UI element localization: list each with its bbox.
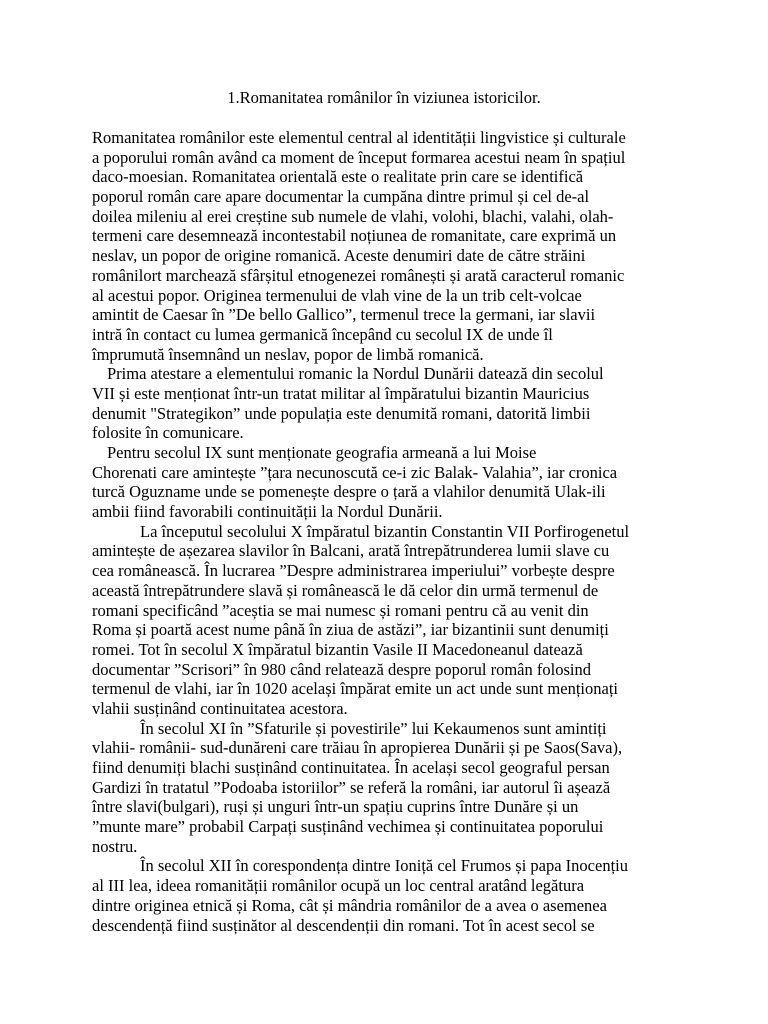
text-line: neslav, un popor de origine romanică. Aceste denumiri date de către străini xyxy=(92,246,586,266)
text-line: cea românească. În lucrarea ”Despre administrarea imperiului” vorbește despre xyxy=(92,561,615,581)
text-line: romei. Tot în secolul X împăratul bizantin Vasile II Macedoneanul datează xyxy=(92,639,583,659)
text-line: dintre originea etnică și Roma, cât și mândria românilor de a avea o asemenea xyxy=(92,895,607,915)
text-line: nostru. xyxy=(92,836,138,856)
text-line: Gardizi în tratatul ”Podoaba istoriilor” se referă la români, iar autorul îi așează xyxy=(92,777,611,797)
text-line: ambii fiind favorabili continuității la Nordul Dunării. xyxy=(92,502,443,522)
text-line: VII și este menționat într-un tratat militar al împăratului bizantin Mauricius xyxy=(92,383,590,403)
text-line: Pentru secolul IX sunt menționate geografia armeană a lui Moise xyxy=(107,443,537,462)
text-line: termeni care desemnează incontestabil noțiunea de romanitate, care exprimă un xyxy=(92,226,617,246)
text-line: denumit "Strategikon” unde populația este denumită romani, datorită limbii xyxy=(92,403,591,423)
text-line: folosite în comunicare. xyxy=(92,423,244,443)
text-line: Chorenati care amintește ”țara necunoscută ce-i zic Balak- Valahia”, iar cronica xyxy=(92,462,618,482)
text-line: a poporului român având ca moment de început formarea acestui neam în spațiul xyxy=(92,147,626,167)
text-line: intră în contact cu lumea germanică începând cu secolul IX de unde îl xyxy=(92,324,553,344)
text-line: amintește de așezarea slavilor în Balcani, arată întrepătrunderea lumii slave cu xyxy=(92,541,610,561)
text-line: descendență fiind susținător al descendenții din romani. Tot în acest secol se xyxy=(92,915,595,935)
text-line: românilort marchează sfârșitul etnogenezei românești și arată caracterul romanic xyxy=(92,265,625,285)
text-line: documentar ”Scrisori” în 980 când relatează despre poporul român folosind xyxy=(92,659,591,679)
text-line: Prima atestare a elementului romanic la Nordul Dunării datează din secolul xyxy=(107,364,604,384)
text-line: al III lea, ideea romanității românilor ocupă un loc central aratând legătura xyxy=(92,876,585,896)
text-line: În secolul XII în corespondența dintre Ioniță cel Frumos și papa Inocențiu xyxy=(140,856,628,876)
text-line: În secolul XI în ”Sfaturile și povestirile” lui Kekaumenos sunt amintiți xyxy=(140,718,607,738)
text-line: fiind denumiți blachi susținând continuitatea. În același secol geograful persan xyxy=(92,758,610,777)
text-line: romani specificând ”aceștia se mai numesc și romani pentru că au venit din xyxy=(92,600,589,620)
text-line: între slavi(bulgari), ruși și unguri într-un spațiu cuprins între Dunăre și un xyxy=(92,797,579,817)
text-line: La începutul secolului X împăratul bizantin Constantin VII Porfirogenetul xyxy=(140,521,630,541)
text-line: vlahii- românii- sud-dunăreni care trăiau în apropierea Dunării și pe Saos(Sava), xyxy=(92,738,623,758)
text-line: daco-moesian. Romanitatea orientală este o realitate prin care se identifică xyxy=(92,167,584,187)
text-line: poporul român care apare documentar la cumpăna dintre primul și cel de-al xyxy=(92,187,590,207)
text-line: termenul de vlahi, iar în 1020 același împărat emite un act unde sunt menționați xyxy=(92,679,619,699)
text-line: al acestui popor. Originea termenului de vlah vine de la un trib celt-volcae xyxy=(92,285,582,305)
text-line: ”munte mare” probabil Carpați susținând vechimea și continuitatea poporului xyxy=(92,817,604,837)
text-line: turcă Oguzname unde se pomenește despre o țară a vlahilor denumită Ulak-ili xyxy=(92,482,606,502)
text-line: vlahii susținând continuitatea acestora. xyxy=(92,698,348,718)
body-text xyxy=(92,128,692,935)
text-line: doilea mileniu al erei creștine sub numele de vlahi, volohi, blachi, valahi, olah- xyxy=(92,206,614,226)
text-line: această întrepătrundere slavă și românească le dă celor din urmă termenul de xyxy=(92,580,599,600)
text-line: Roma și poartă acest nume până în ziua de astăzi”, iar bizantinii sunt denumiți xyxy=(92,620,609,640)
text-line: împrumută însemnând un neslav, popor de limbă romanică. xyxy=(92,344,484,364)
text-line: Romanitatea românilor este elementul central al identității lingvistice și culturale xyxy=(92,128,626,147)
page-title: 1.Romanitatea românilor în viziunea istoricilor. xyxy=(227,88,541,107)
text-line: amintit de Caesar în ”De bello Gallico”, termenul trece la germani, iar slavii xyxy=(92,305,596,325)
